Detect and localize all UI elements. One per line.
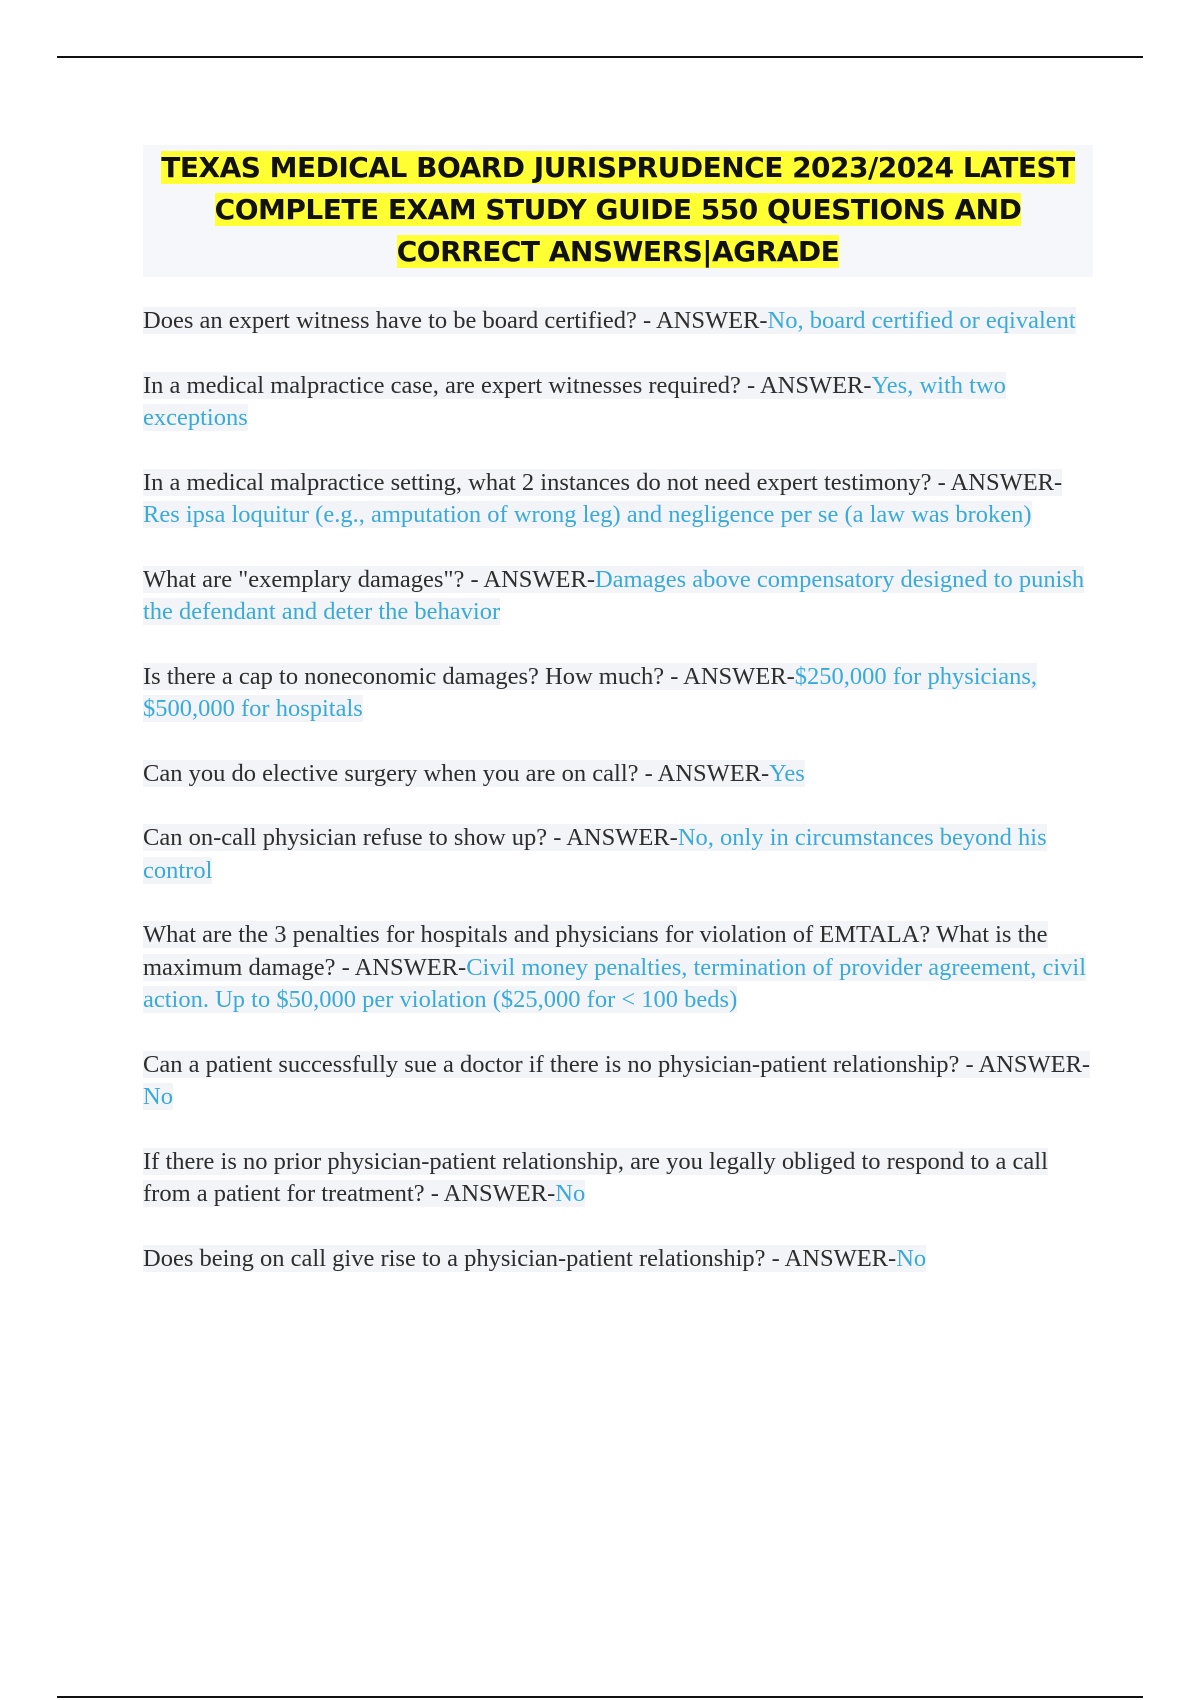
answer-text: No, only in circumstances beyond his control <box>143 824 1047 884</box>
qa-item-1 <box>143 305 1093 338</box>
qa-item-4 <box>143 564 1093 629</box>
answer-text: Yes <box>769 759 805 787</box>
qa-item-6 <box>143 758 1093 791</box>
top-rule <box>57 56 1143 58</box>
question-text: Does being on call give rise to a physician-patient relationship? - ANSWER- <box>143 1244 897 1272</box>
qa-item-3 <box>143 467 1093 532</box>
answer-text: Res ipsa loquitur (e.g., amputation of wrong leg) and negligence per se (a law was broken) <box>143 501 1032 528</box>
qa-item-8 <box>143 919 1093 1017</box>
qa-item-11 <box>143 1243 1093 1276</box>
qa-item-5 <box>143 661 1093 726</box>
qa-item-2 <box>143 370 1093 435</box>
qa-item-7 <box>143 822 1093 887</box>
question-text: Can you do elective surgery when you are on call? - ANSWER- <box>143 759 770 787</box>
question-text: In a medical malpractice case, are expert witnesses required? - ANSWER- <box>143 371 872 399</box>
question-text: In a medical malpractice setting, what 2 instances do not need expert testimony? - ANSWER- <box>143 468 1063 496</box>
answer-text: $250,000 for physicians, $500,000 for hospitals <box>143 662 1038 722</box>
answer-text: No, board certified or eqivalent <box>767 307 1076 334</box>
answer-text: No <box>896 1244 927 1272</box>
answer-text: No <box>555 1180 586 1207</box>
qa-item-9 <box>143 1049 1093 1114</box>
bottom-rule <box>57 1696 1143 1698</box>
answer-text: Yes, with two exceptions <box>143 371 1006 431</box>
question-text: Can a patient successfully sue a doctor if there is no physician-patient relationship? - ANSWER- <box>143 1050 1091 1078</box>
question-text: If there is no prior physician-patient relationship, are you legally obliged to respond to a call from a patient for treatment? - ANSWER- <box>143 1147 1048 1207</box>
question-text: What are "exemplary damages"? - ANSWER- <box>143 565 595 593</box>
question-text: Does an expert witness have to be board certified? - ANSWER- <box>143 307 768 334</box>
qa-item-10 <box>143 1146 1093 1211</box>
title-box <box>143 145 1093 277</box>
answer-text: Damages above compensatory designed to punish the defendant and deter the behavior <box>143 565 1085 625</box>
document-title: TEXAS MEDICAL BOARD JURISPRUDENCE 2023/2024 LATEST COMPLETE EXAM STUDY GUIDE 550 QUESTIONS AND CORRECT ANSWERS|AGRADE <box>161 151 1075 268</box>
answer-text: Civil money penalties, termination of provider agreement, civil action. Up to $50,000 per violation ($25,000 for < 100 beds) <box>143 953 1087 1013</box>
question-text: Is there a cap to noneconomic damages? How much? - ANSWER- <box>143 662 795 690</box>
question-text: Can on-call physician refuse to show up? - ANSWER- <box>143 824 678 851</box>
answer-text: No <box>143 1083 173 1110</box>
qa-list <box>143 305 1093 1275</box>
question-text: What are the 3 penalties for hospitals and physicians for violation of EMTALA? What is the maximum damage? - ANSWER- <box>143 921 1048 981</box>
document-body <box>143 145 1093 1307</box>
